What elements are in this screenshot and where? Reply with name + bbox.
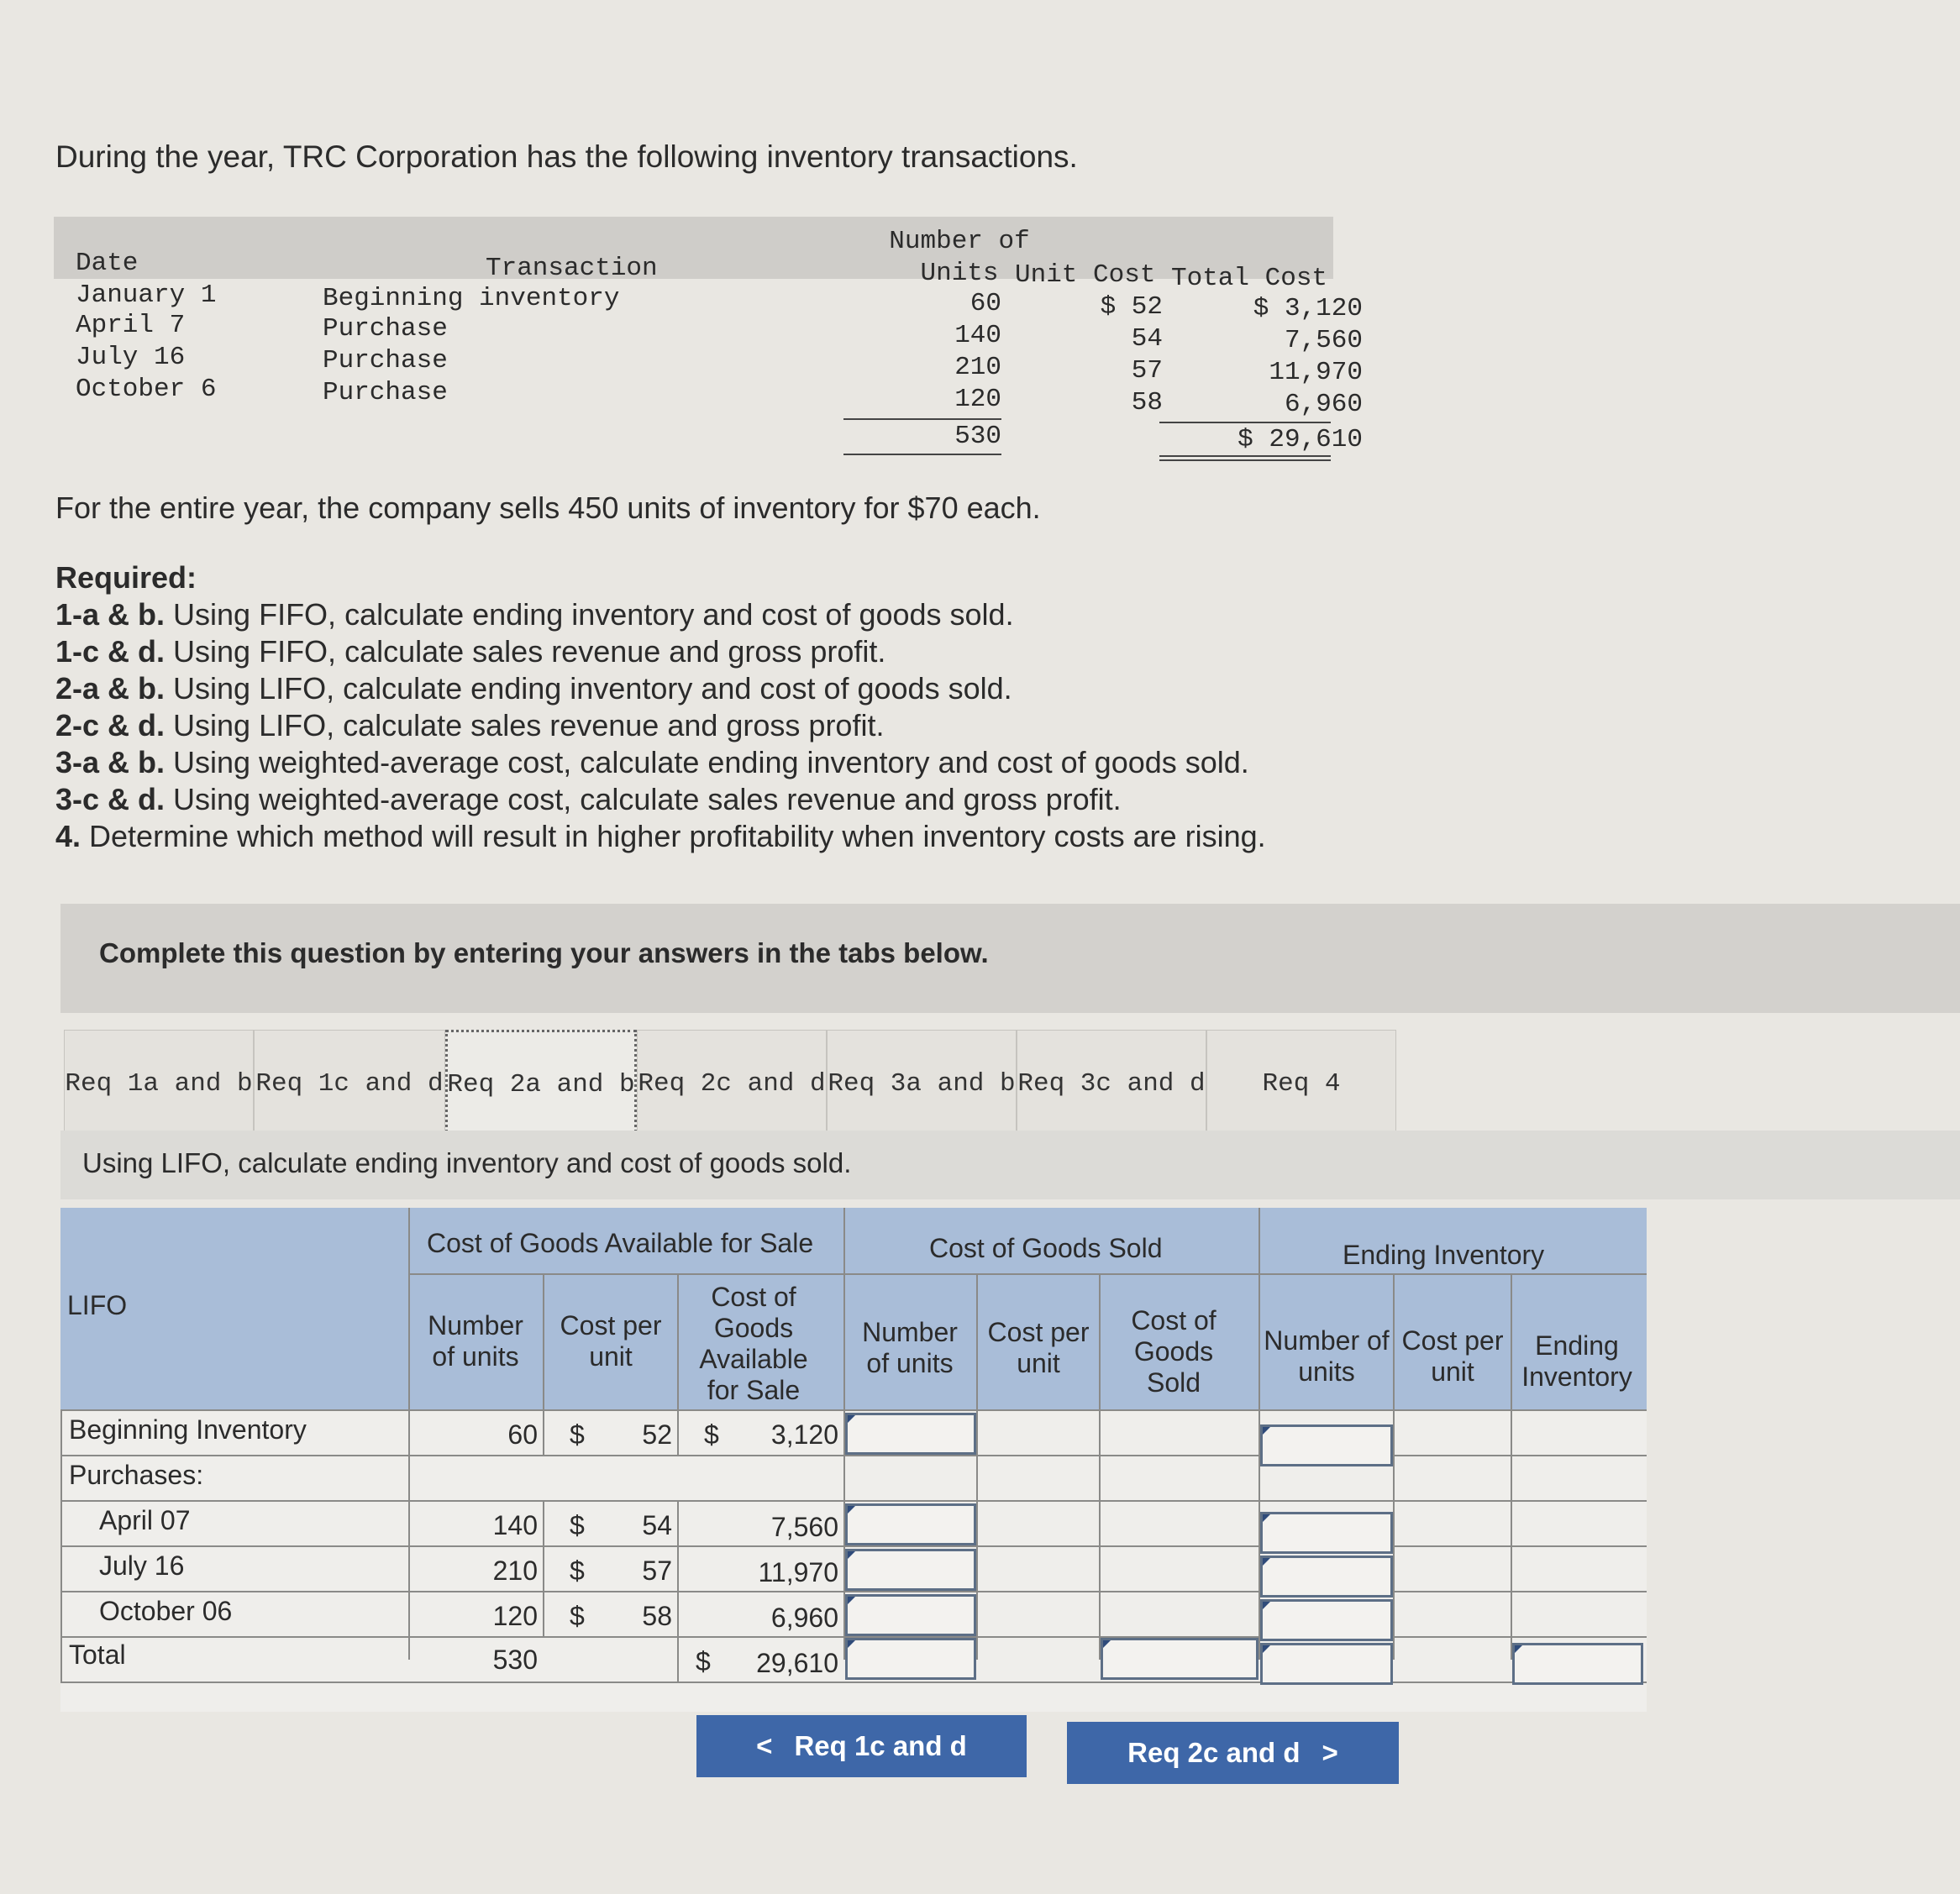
hdr-number-of-units: Number of units: [428, 1310, 523, 1372]
prev-req-label: Req 1c and d: [794, 1730, 967, 1761]
hdr-ending-total: Ending Inventory: [1521, 1330, 1632, 1392]
row-line: [60, 1545, 1647, 1547]
req-label: 1-c & d.: [55, 634, 166, 669]
row-label-july: July 16: [99, 1550, 185, 1581]
tx-row-transaction: Purchase: [323, 346, 448, 375]
left-border: [60, 1409, 62, 1682]
hdr-cost-per-unit: Cost per unit: [560, 1310, 662, 1372]
req-text: Using weighted-average cost, calculate ending inventory and cost of goods sold.: [165, 745, 1249, 779]
row-line: [60, 1500, 1647, 1502]
instructions-banner: [60, 904, 1960, 1013]
april-total: 7,560: [770, 1512, 838, 1542]
req-text: Using FIFO, calculate ending inventory and cost of goods sold.: [165, 597, 1014, 632]
tx-total-cost: $ 29,610: [1237, 425, 1363, 454]
req-text: Using LIFO, calculate ending inventory and cost of goods sold.: [165, 671, 1012, 706]
lifo-label: LIFO: [67, 1290, 128, 1320]
row-label-total: Total: [69, 1640, 126, 1670]
tab-req-2a-b[interactable]: Req 2a and b: [445, 1030, 637, 1137]
group-cogs: Cost of Goods Sold: [929, 1233, 1163, 1263]
header-date: Date: [76, 249, 139, 278]
cost-underline: [1159, 422, 1331, 423]
header-units-line2: Units: [920, 259, 999, 288]
req-label: 1-a & b.: [55, 597, 166, 632]
ending-units-input-july[interactable]: [1260, 1556, 1393, 1598]
subcol-line: [1511, 1273, 1512, 1660]
row-line: [60, 1409, 1647, 1411]
april-dollar: $: [570, 1510, 585, 1540]
october-units: 120: [492, 1601, 538, 1631]
required-section: [55, 559, 1266, 855]
sales-text: For the entire year, the company sells 450 units of inventory for $70 each.: [55, 491, 1041, 525]
tx-row-units: 140: [954, 321, 1001, 350]
req-label: 2-a & b.: [55, 671, 166, 706]
july-total: 11,970: [758, 1557, 838, 1587]
ending-inventory-total-input[interactable]: [1512, 1643, 1643, 1685]
cogs-units-input-april[interactable]: [845, 1503, 976, 1545]
requirement-tabs: [64, 1030, 1396, 1139]
tx-row-transaction: Purchase: [323, 378, 448, 407]
subcol-line: [1393, 1273, 1395, 1660]
hdr-cost-per-unit: Cost per unit: [1401, 1325, 1504, 1387]
tx-row-date: July 16: [76, 343, 186, 372]
row-label-beginning: Beginning Inventory: [69, 1414, 307, 1445]
group-ending: Ending Inventory: [1343, 1240, 1545, 1270]
subcol-line: [677, 1273, 679, 1409]
req-text: Using LIFO, calculate sales revenue and gross profit.: [165, 708, 885, 742]
tx-row-total-cost: 6,960: [1284, 390, 1363, 419]
row-line: [60, 1591, 1647, 1592]
tx-row-unit-cost: 54: [1131, 324, 1163, 354]
july-cost: 57: [642, 1556, 672, 1586]
tab-req-4[interactable]: Req 4: [1206, 1030, 1396, 1137]
header-unit-cost: Unit Cost: [1015, 260, 1156, 290]
req-text: Using FIFO, calculate sales revenue and gross profit.: [165, 634, 886, 669]
header-total-cost: Total Cost: [1171, 264, 1328, 293]
ending-units-input-total[interactable]: [1260, 1643, 1393, 1685]
beginning-dollar: $: [570, 1419, 585, 1450]
cogs-units-input-total[interactable]: [845, 1638, 976, 1680]
tx-row-units: 120: [954, 385, 1001, 414]
units-double-underline: [843, 454, 1001, 455]
intro-text: During the year, TRC Corporation has the following inventory transactions.: [55, 139, 1078, 174]
row-line: [60, 1682, 1647, 1683]
tx-row-total-cost: 11,970: [1269, 358, 1363, 387]
cell-divider: [677, 1636, 679, 1682]
cost-double-underline: [1159, 455, 1331, 457]
hdr-cost-per-unit: Cost per unit: [987, 1317, 1090, 1378]
april-units: 140: [492, 1510, 538, 1540]
chevron-right-icon: >: [1322, 1737, 1338, 1768]
req-label: 3-a & b.: [55, 745, 166, 779]
subcol-line: [1099, 1273, 1101, 1660]
tab-req-3c-d[interactable]: Req 3c and d: [1017, 1030, 1206, 1137]
tx-row-date: April 7: [76, 311, 186, 340]
tab-panel-header: [60, 1131, 1960, 1199]
cell-divider: [677, 1500, 679, 1636]
header-transaction: Transaction: [486, 254, 658, 283]
row-label-october: October 06: [99, 1596, 233, 1626]
total-units: 530: [492, 1645, 538, 1675]
lifo-grid: [60, 1208, 1647, 1712]
hdr-number-of-units: Number of units: [1264, 1325, 1390, 1387]
cost-double-underline-2: [1159, 459, 1331, 461]
units-underline: [843, 418, 1001, 420]
beginning-dollar-2: $: [704, 1419, 719, 1450]
req-label: 4.: [55, 819, 81, 853]
req-label: 2-c & d.: [55, 708, 166, 742]
tx-row-date: October 6: [76, 375, 217, 404]
banner-text: Complete this question by entering your answers in the tabs below.: [99, 937, 989, 968]
tx-row-units: 210: [954, 353, 1001, 382]
next-req-button[interactable]: [1067, 1722, 1399, 1784]
july-units: 210: [492, 1556, 538, 1586]
tx-row-transaction: Beginning inventory: [323, 284, 620, 313]
tx-row-transaction: Purchase: [323, 314, 448, 344]
total-dollar: $: [696, 1646, 711, 1676]
october-cost: 58: [642, 1601, 672, 1631]
cogs-units-input-july[interactable]: [845, 1549, 976, 1591]
cogs-units-input-beginning[interactable]: [845, 1413, 976, 1455]
next-req-label: Req 2c and d: [1127, 1737, 1301, 1768]
req-text: Using weighted-average cost, calculate sales revenue and gross profit.: [165, 782, 1122, 816]
tx-row-unit-cost: $ 52: [1100, 292, 1163, 322]
april-cost: 54: [642, 1510, 672, 1540]
tx-row-total-cost: 7,560: [1284, 326, 1363, 355]
instruction-text: Using LIFO, calculate ending inventory and cost of goods sold.: [82, 1147, 852, 1178]
tab-req-3a-b[interactable]: Req 3a and b: [827, 1030, 1017, 1137]
prev-req-button[interactable]: [696, 1715, 1027, 1777]
row-label-april: April 07: [99, 1505, 191, 1535]
october-total: 6,960: [770, 1603, 838, 1633]
cell-divider: [677, 1409, 679, 1455]
july-dollar: $: [570, 1556, 585, 1586]
tx-row-total-cost: $ 3,120: [1253, 294, 1363, 323]
tx-row-date: January 1: [76, 281, 217, 310]
tab-req-1c-d[interactable]: Req 1c and d: [254, 1030, 445, 1137]
tx-total-units: 530: [954, 422, 1001, 451]
october-dollar: $: [570, 1601, 585, 1631]
ending-units-input-october[interactable]: [1260, 1599, 1393, 1641]
beginning-cost: 52: [642, 1419, 672, 1450]
tx-row-unit-cost: 57: [1131, 356, 1163, 386]
row-label-purchases: Purchases:: [69, 1460, 204, 1490]
beginning-units: 60: [507, 1419, 538, 1450]
ending-units-input-april[interactable]: [1260, 1512, 1393, 1554]
cell-divider: [543, 1500, 544, 1636]
total-total: 29,610: [756, 1648, 838, 1678]
tx-row-unit-cost: 58: [1131, 388, 1163, 417]
transactions-table: [54, 217, 1363, 459]
header-units-line1: Number of: [889, 227, 1030, 256]
tx-row-units: 60: [969, 289, 1001, 318]
hdr-number-of-units: Number of units: [862, 1317, 958, 1378]
row-line: [60, 1455, 1647, 1456]
cell-divider: [543, 1409, 544, 1455]
req-text: Determine which method will result in higher profitability when inventory costs are rising.: [81, 819, 1266, 853]
cogs-units-input-october[interactable]: [845, 1594, 976, 1636]
beginning-total: 3,120: [770, 1419, 838, 1450]
group-cogas: Cost of Goods Available for Sale: [427, 1228, 814, 1258]
hdr-cogs-total: Cost of Goods Sold: [1131, 1305, 1216, 1398]
tab-req-2c-d[interactable]: Req 2c and d: [637, 1030, 827, 1137]
ending-units-input-beginning[interactable]: [1260, 1424, 1393, 1466]
hdr-cogas-total: Cost of Goods Available for Sale: [699, 1282, 808, 1405]
tab-req-1a-b[interactable]: Req 1a and b: [64, 1030, 254, 1137]
cogs-total-input[interactable]: [1101, 1638, 1258, 1680]
req-label: 3-c & d.: [55, 782, 166, 816]
group-underline: [408, 1273, 1647, 1275]
subcol-line: [543, 1273, 544, 1409]
required-title: Required:: [55, 560, 197, 595]
chevron-left-icon: <: [756, 1730, 773, 1761]
